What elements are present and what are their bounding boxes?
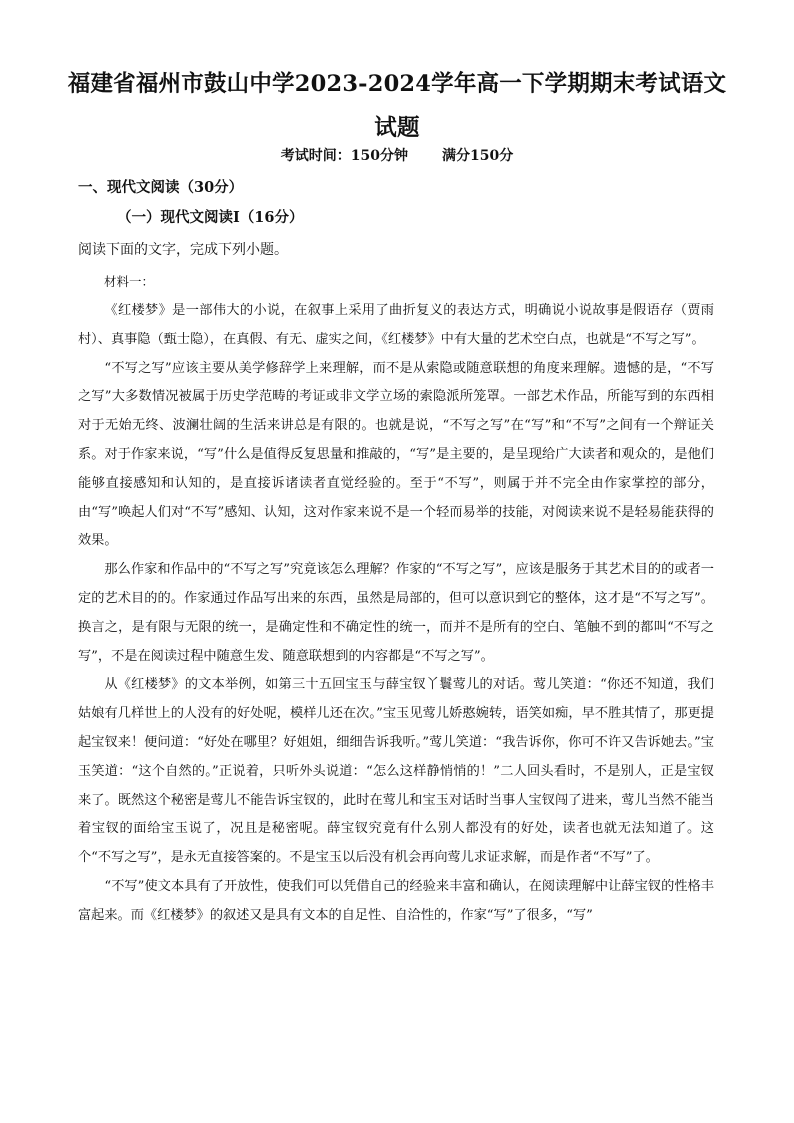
exam-title: 福建省福州市鼓山中学2023-2024学年高一下学期期末考试语文试题 [67, 71, 727, 141]
paragraph: 从《红楼梦》的文本举例，如第三十五回宝玉与薛宝钗丫鬟莺儿的对话。莺儿笑道：“你还不知道，我们姑娘有几样世上的人没有的好处呢，模样儿还在次。”宝玉见莺儿娇憨婉转，语笑如痴，早不胜其情了，那更提起宝钗来！便问道：“好处在哪里？好姐姐，细细告诉我听。”莺儿笑道：“我告诉你，你可不许又告诉她去。”宝玉笑道：“这个自然的。”正说着，只听外头说道：“怎么这样静悄悄的！”二人回头看时，不是别人，正是宝钗来了。既然这个秘密是莺儿不能告诉宝钗的，此时在莺儿和宝玉对话时当事人宝钗闯了进来，莺儿当然不能当着宝钗的面给宝玉说了，况且是秘密呢。薛宝钗究竟有什么别人都没有的好处，读者也就无法知道了。这个“不写之写”，是永无直接答案的。不是宝玉以后没有机会再向莺儿求证求解，而是作者“不写”了。 [78, 677, 714, 866]
paragraph: 《红楼梦》是一部伟大的小说，在叙事上采用了曲折复义的表达方式，明确说小说故事是假语存（贾雨村）、真事隐（甄士隐），在真假、有无、虚实之间，《红楼梦》中有大量的艺术空白点，也就是“不写之写”。 [78, 303, 714, 347]
material-label: 材料一： [104, 274, 155, 289]
exam-info [0, 144, 794, 168]
material-body [78, 297, 714, 931]
paragraph: “不写之写”应该主要从美学修辞学上来理解，而不是从索隐或随意联想的角度来理解。遗憾的是，“不写之写”大多数情况被属于历史学范畴的考证或非文学立场的索隐派所笼罩。一部艺术作品，所能写到的东西相对于无始无终、波澜壮阔的生活来讲总是有限的。也就是说，“不写之写”在“写”和“不写”之间有一个辩证关系。对于作家来说，“写”什么是值得反复思量和推敲的，“写”是主要的，是呈现给广大读者和观众的，是他们能够直接感知和认知的，是直接诉诸读者直觉经验的。至于“不写”，则属于并不完全由作家掌控的部分，由“写”唤起人们对“不写”感知、认知，这对作家来说不是一个轻而易举的技能，对阅读来说不是轻易能获得的效果。 [78, 360, 714, 549]
exam-time: 考试时间：150分钟 [280, 148, 408, 164]
paragraph: 那么作家和作品中的“不写之写”究竟该怎么理解？作家的“不写之写”，应该是服务于其艺术目的的或者一定的艺术目的的。作家通过作品写出来的东西，虽然是局部的，但可以意识到它的整体，这才是“不写之写”。换言之，是有限与无限的统一，是确定性和不确定性的统一，而并不是所有的空白、笔触不到的都叫“不写之写”，不是在阅读过程中随意生发、随意联想到的内容都是“不写之写”。 [78, 562, 714, 664]
section-heading: 一、现代文阅读（30分） [78, 179, 244, 196]
paragraph: “不写”使文本具有了开放性，使我们可以凭借自己的经验来丰富和确认，在阅读理解中让薛宝钗的性格丰富起来。而《红楼梦》的叙述又是具有文本的自足性、自洽性的，作家“写”了很多，“写” [78, 878, 714, 923]
subsection-heading: （一）现代文阅读Ⅰ（16分） [117, 209, 304, 226]
reading-instruction: 阅读下面的文字，完成下列小题。 [78, 242, 288, 258]
full-score: 满分150分 [442, 148, 514, 164]
